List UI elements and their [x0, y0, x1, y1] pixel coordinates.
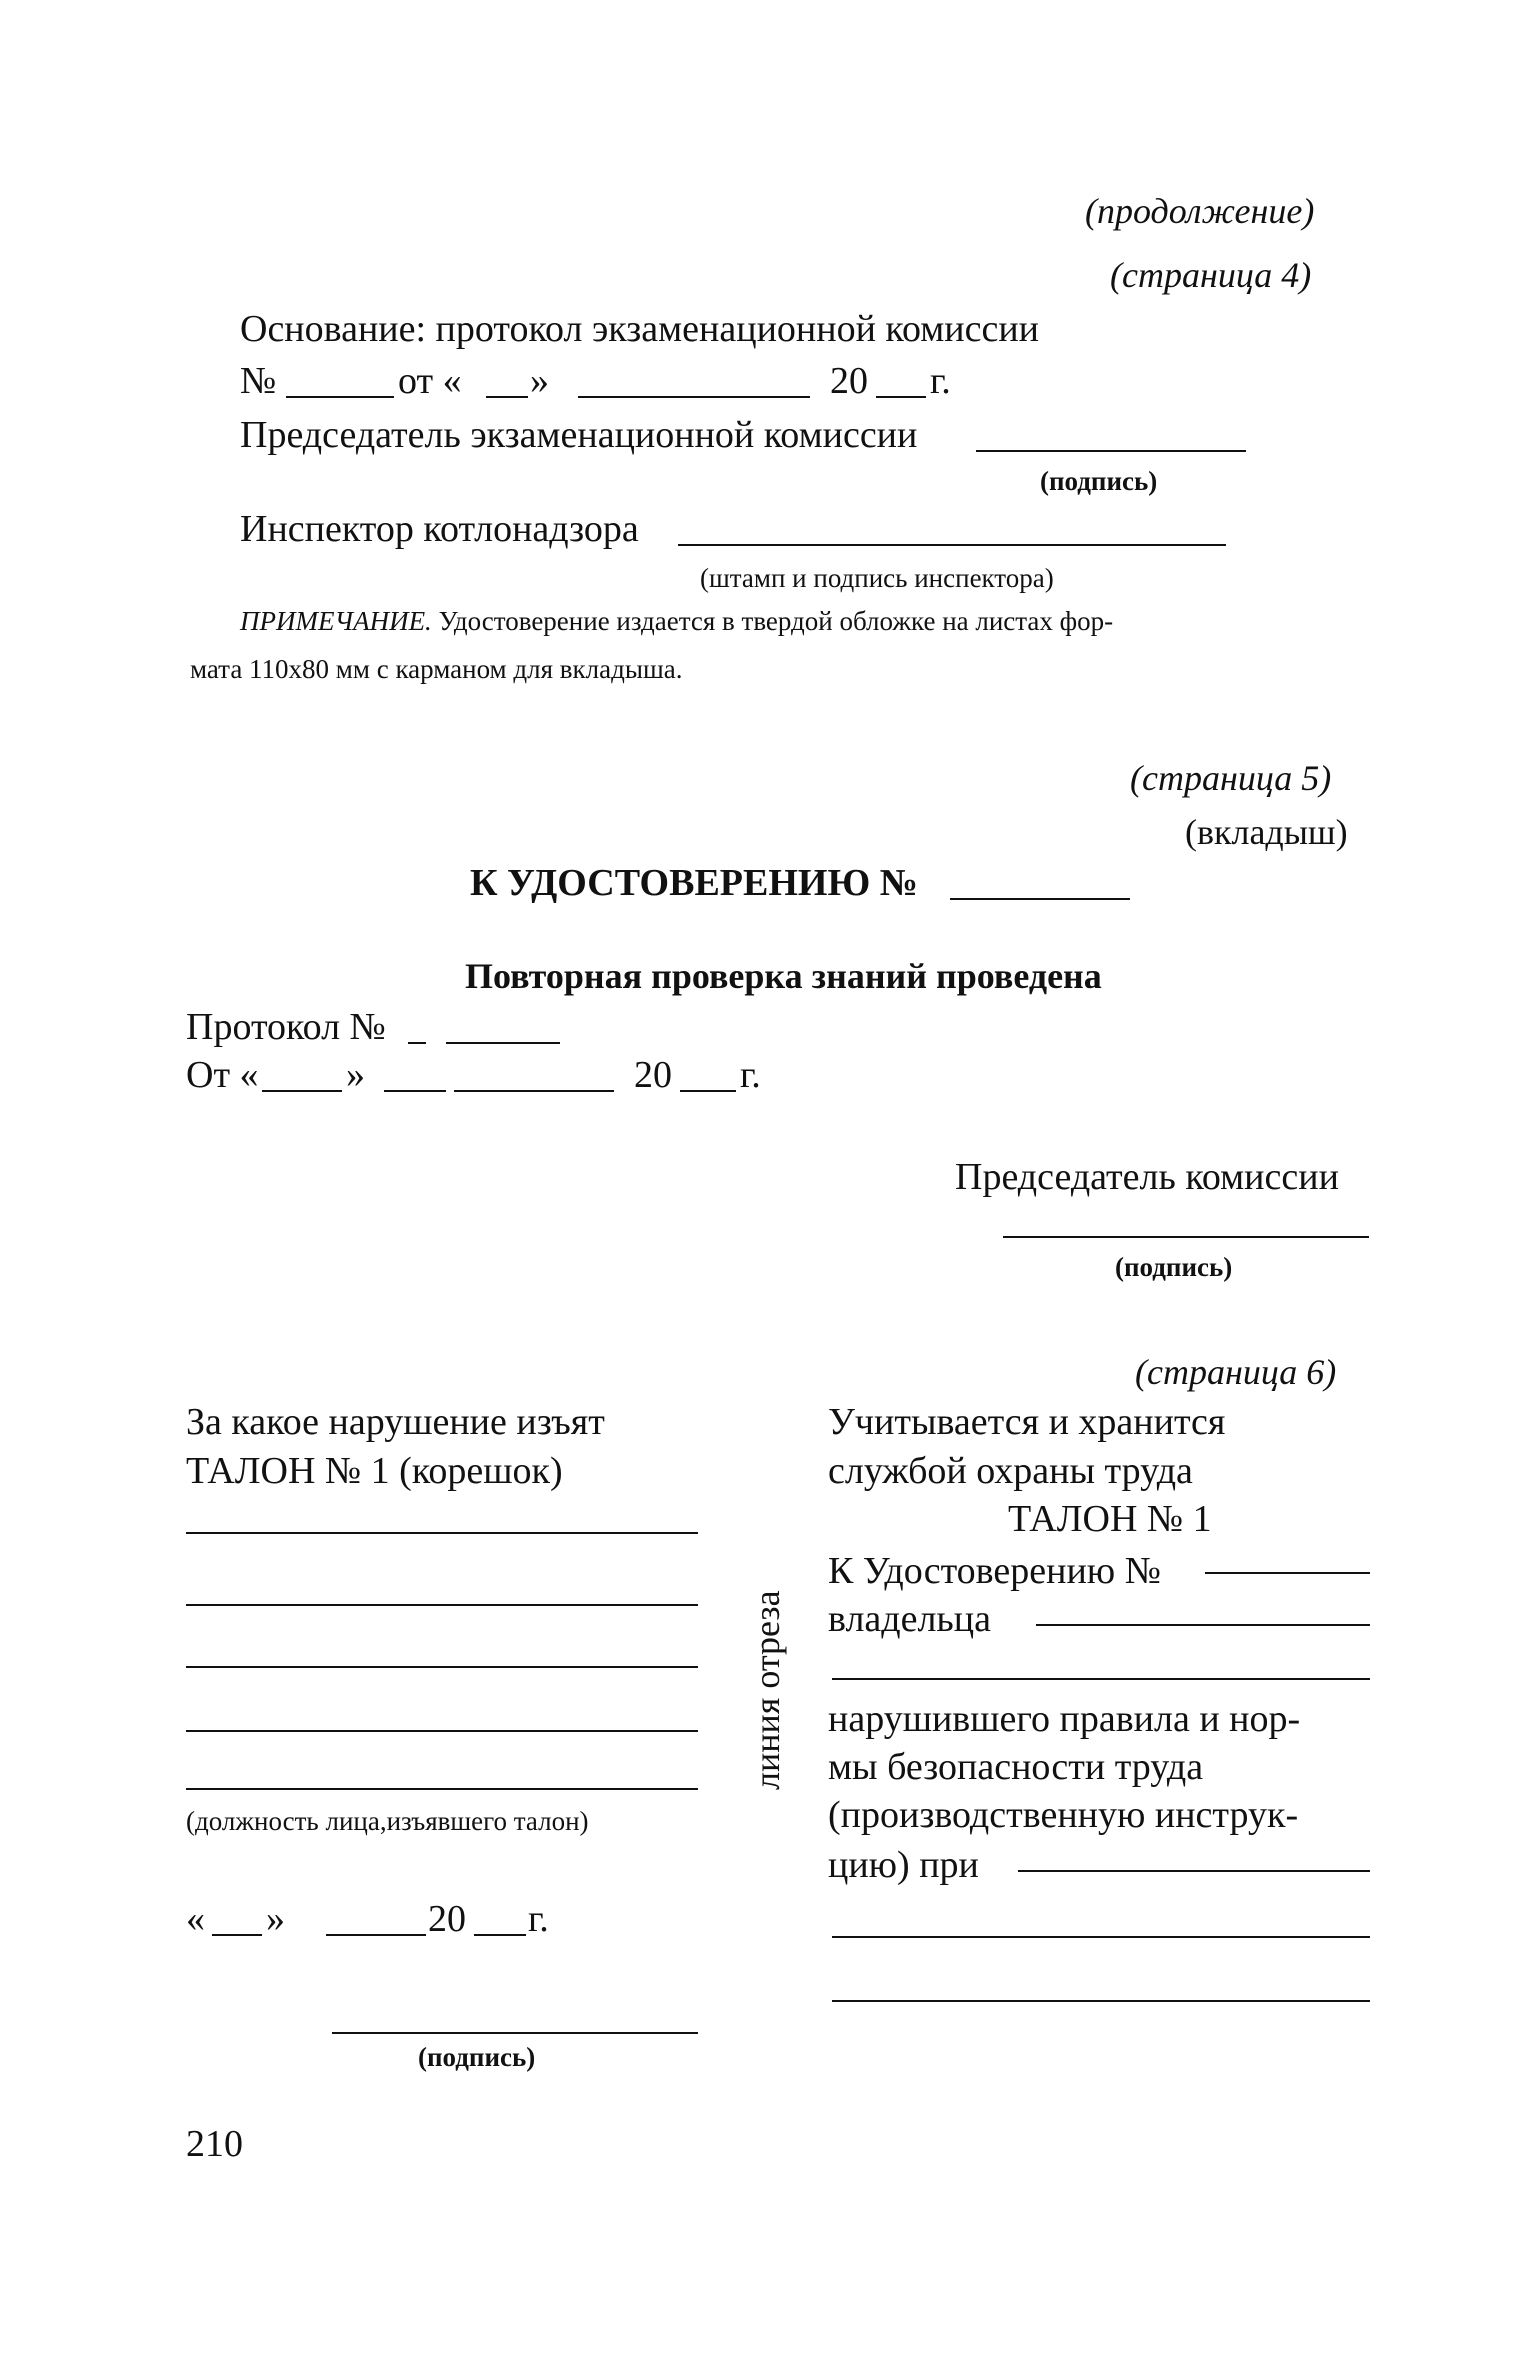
- month-blank-5b: [454, 1090, 614, 1092]
- stub-year-blank: [474, 1934, 526, 1936]
- commission-chairman-label: Председатель комиссии: [955, 1156, 1339, 1198]
- stub-position-caption: (должность лица,изъявшего талон): [186, 1806, 589, 1836]
- from-quote: от «: [398, 360, 462, 402]
- note-line-2: мата 110x80 мм с карманом для вкладыша.: [190, 654, 683, 684]
- insert-label: (вкладыш): [1185, 812, 1348, 852]
- year-prefix: 20: [830, 360, 868, 402]
- exam-chairman-label: Председатель экзаменационной комиссии: [240, 414, 918, 456]
- talon-number: ТАЛОН № 1: [1008, 1498, 1212, 1540]
- page-number: 210: [186, 2123, 243, 2165]
- stub-close-quote: »: [266, 1898, 285, 1940]
- talon-owner-blank: [1036, 1624, 1370, 1626]
- exam-chairman-signature-line: [976, 450, 1246, 452]
- stub-blank-1: [186, 1532, 698, 1534]
- protocol-number-blank: [286, 396, 394, 398]
- talon-owner-label: владельца: [828, 1598, 991, 1640]
- note-label: ПРИМЕЧАНИЕ.: [240, 606, 432, 636]
- protocol-number-sign: №: [240, 360, 277, 402]
- talon-violation-1: нарушившего правила и нор-: [828, 1698, 1301, 1740]
- talon-violation-blank: [1018, 1870, 1370, 1872]
- stub-blank-3: [186, 1666, 698, 1668]
- talon-violation-4: цию) при: [828, 1844, 979, 1886]
- close-quote: »: [530, 360, 549, 402]
- talon-line-2: службой охраны труда: [828, 1450, 1193, 1492]
- day-blank: [486, 396, 528, 398]
- inspector-signature-line: [678, 544, 1226, 546]
- stub-blank-5: [186, 1788, 698, 1790]
- page4-label: (страница 4): [1110, 255, 1312, 295]
- year-blank: [876, 396, 926, 398]
- talon-violation-2: мы безопасности труда: [828, 1746, 1204, 1788]
- talon-blank-1: [832, 1936, 1370, 1938]
- stub-signature-caption: (подпись): [418, 2042, 536, 2072]
- year-blank-5: [680, 1090, 736, 1092]
- commission-chairman-signature-caption: (подпись): [1115, 1252, 1233, 1282]
- year-suffix-5: г.: [740, 1054, 761, 1096]
- recheck-heading: Повторная проверка знаний проведена: [465, 956, 1102, 996]
- date-from-quote: От «: [186, 1054, 259, 1096]
- talon-blank-2: [832, 2000, 1370, 2002]
- month-blank-5a: [384, 1090, 446, 1092]
- stub-open-quote: «: [186, 1898, 205, 1940]
- cut-line-label: линия отреза: [747, 1590, 787, 1790]
- talon-certificate-label: К Удостоверению №: [828, 1550, 1161, 1592]
- talon-line-1: Учитывается и хранится: [828, 1401, 1226, 1443]
- day-blank-5: [262, 1090, 342, 1092]
- stub-year-suffix: г.: [528, 1898, 549, 1940]
- talon-certificate-blank: [1205, 1572, 1370, 1574]
- talon-violation-3: (производственную инструк-: [828, 1794, 1299, 1836]
- protocol-blank-a: [408, 1042, 426, 1044]
- exam-chairman-signature-caption: (подпись): [1040, 466, 1158, 496]
- year-prefix-5: 20: [634, 1054, 672, 1096]
- stub-line-2: ТАЛОН № 1 (корешок): [186, 1450, 563, 1492]
- talon-owner-blank-2: [832, 1678, 1370, 1680]
- stub-blank-2: [186, 1604, 698, 1606]
- stub-signature-line: [332, 2032, 698, 2034]
- stub-month-blank: [326, 1934, 426, 1936]
- note-text-1: Удостоверение издается в твердой обложке на листах фор-: [438, 606, 1114, 636]
- basis-text: Основание: протокол экзаменационной комиссии: [240, 308, 1040, 350]
- year-suffix: г.: [930, 360, 951, 402]
- certificate-heading: К УДОСТОВЕРЕНИЮ №: [470, 862, 918, 904]
- page6-label: (страница 6): [1135, 1352, 1337, 1392]
- stub-year-prefix: 20: [428, 1898, 466, 1940]
- date-close-quote: »: [346, 1054, 365, 1096]
- stub-line-1: За какое нарушение изъят: [186, 1401, 605, 1443]
- protocol-label: Протокол №: [186, 1006, 386, 1048]
- month-blank: [578, 396, 810, 398]
- inspector-caption: (штамп и подпись инспектора): [700, 563, 1054, 593]
- page5-label: (страница 5): [1130, 758, 1332, 798]
- certificate-number-blank: [950, 898, 1130, 900]
- stub-blank-4: [186, 1730, 698, 1732]
- continuation-label: (продолжение): [1085, 191, 1315, 231]
- note-line-1: [240, 608, 1113, 635]
- inspector-label: Инспектор котлонадзора: [240, 508, 639, 550]
- commission-chairman-signature-line: [1003, 1236, 1369, 1238]
- stub-day-blank: [212, 1934, 262, 1936]
- protocol-blank-b: [446, 1042, 560, 1044]
